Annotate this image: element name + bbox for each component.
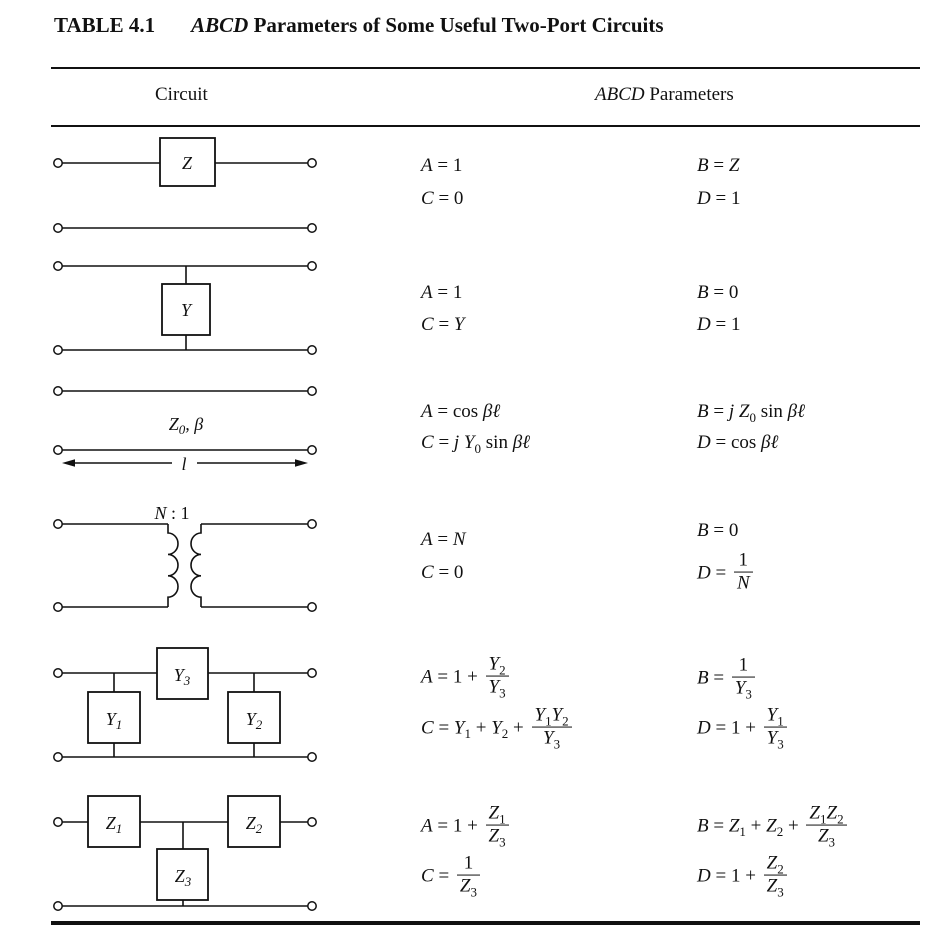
- caption-rest: Parameters of Some Useful Two-Port Circuits: [248, 13, 664, 37]
- arrowhead-left-icon: [62, 459, 75, 467]
- formula-a-row1: A = 1: [421, 155, 463, 177]
- line-impedance-label: $Z_0$, β: [168, 414, 204, 437]
- table-top-rule: [51, 67, 920, 69]
- port-terminal-icon: [54, 387, 62, 395]
- formula-d-row6: D = 1 + $\frac{Z_2}{Z_3}$: [697, 856, 790, 899]
- port-terminal-icon: [54, 346, 62, 354]
- circuit-pi-network: [45, 640, 330, 765]
- transformer-winding-right: [191, 524, 201, 607]
- formula-d-row5: D = 1 + $\frac{Y_1}{Y_3}$: [697, 708, 790, 751]
- formula-a-row3: A = cos βℓ: [421, 401, 501, 423]
- port-terminal-icon: [308, 753, 316, 761]
- formula-b-row2: B = 0: [697, 282, 739, 304]
- formula-a-row5: A = 1 + $\frac{Y_2}{Y_3}$: [421, 657, 512, 700]
- formula-c-row4: C = 0: [421, 562, 464, 584]
- circuit-ideal-transformer: [45, 498, 330, 618]
- formula-b-row6: $B = Z_1 + Z_2$ + $\frac{Z_1Z_2}{Z_3}$: [697, 806, 850, 849]
- formula-b-row3: B = j $Z_0$ sin βℓ: [697, 401, 806, 425]
- component-label-z1: $Z_1$: [105, 813, 123, 836]
- circuit-transmission-line: [45, 378, 330, 476]
- circuit-tee-network: [45, 788, 330, 913]
- port-terminal-icon: [54, 159, 62, 167]
- formula-a-row2: A = 1: [421, 282, 463, 304]
- formula-c-row1: C = 0: [421, 188, 464, 210]
- transformer-winding-left: [168, 524, 178, 607]
- formula-d-row2: D = 1: [697, 314, 741, 336]
- component-label-y1: $Y_1$: [105, 709, 123, 732]
- column-header-circuit: Circuit: [155, 84, 208, 105]
- table-caption: [54, 13, 664, 38]
- port-terminal-icon: [54, 262, 62, 270]
- port-terminal-icon: [54, 446, 62, 454]
- column-header-params: [595, 84, 734, 106]
- formula-d-row1: D = 1: [697, 188, 741, 210]
- port-terminal-icon: [54, 603, 62, 611]
- component-label-z3: $Z_3$: [174, 866, 192, 889]
- arrowhead-right-icon: [295, 459, 308, 467]
- port-terminal-icon: [54, 818, 62, 826]
- formula-c-row6: C = $\frac{1}{Z_3}$: [421, 856, 483, 899]
- port-terminal-icon: [54, 224, 62, 232]
- formula-b-row5: B = $\frac{1}{Y_3}$: [697, 658, 758, 701]
- component-label-z2: $Z_2$: [245, 813, 263, 836]
- port-terminal-icon: [308, 520, 316, 528]
- table-header-rule: [51, 125, 920, 127]
- table-bottom-rule: [51, 921, 920, 925]
- port-terminal-icon: [308, 346, 316, 354]
- caption-italic: ABCD: [191, 13, 249, 37]
- port-terminal-icon: [54, 669, 62, 677]
- port-terminal-icon: [308, 224, 316, 232]
- formula-c-row5: $C = Y_1 + Y_2$ + $\frac{Y_1Y_2}{Y_3}$: [421, 708, 575, 751]
- component-label-z: Z: [181, 153, 193, 173]
- formula-d-row4: D = $\frac{1}{N}$: [697, 553, 756, 596]
- formula-d-row3: D = cos βℓ: [697, 432, 779, 454]
- component-label-y: Y: [180, 300, 192, 320]
- column-header-params-rest: Parameters: [644, 84, 734, 105]
- column-header-params-italic: ABCD: [595, 84, 645, 105]
- formula-b-row4: B = 0: [697, 520, 739, 542]
- table-number: TABLE 4.1: [54, 13, 156, 37]
- port-terminal-icon: [54, 520, 62, 528]
- port-terminal-icon: [308, 446, 316, 454]
- component-label-y2: $Y_2$: [245, 709, 263, 732]
- formula-a-row4: A = N: [421, 529, 466, 551]
- port-terminal-icon: [54, 753, 62, 761]
- component-label-y3: $Y_3$: [173, 665, 191, 688]
- port-terminal-icon: [308, 159, 316, 167]
- port-terminal-icon: [308, 902, 316, 910]
- port-terminal-icon: [308, 818, 316, 826]
- formula-a-row6: A = 1 + $\frac{Z_1}{Z_3}$: [421, 806, 512, 849]
- port-terminal-icon: [54, 902, 62, 910]
- port-terminal-icon: [308, 669, 316, 677]
- turns-ratio-label: N : 1: [154, 503, 190, 523]
- port-terminal-icon: [308, 387, 316, 395]
- formula-c-row3: C = j $Y_0$ sin βℓ: [421, 432, 531, 456]
- circuit-shunt-admittance: [45, 255, 330, 358]
- length-label: l: [181, 454, 187, 474]
- port-terminal-icon: [308, 603, 316, 611]
- port-terminal-icon: [308, 262, 316, 270]
- circuit-series-impedance: [45, 128, 330, 236]
- formula-b-row1: B = Z: [697, 155, 740, 177]
- formula-c-row2: C = Y: [421, 314, 465, 336]
